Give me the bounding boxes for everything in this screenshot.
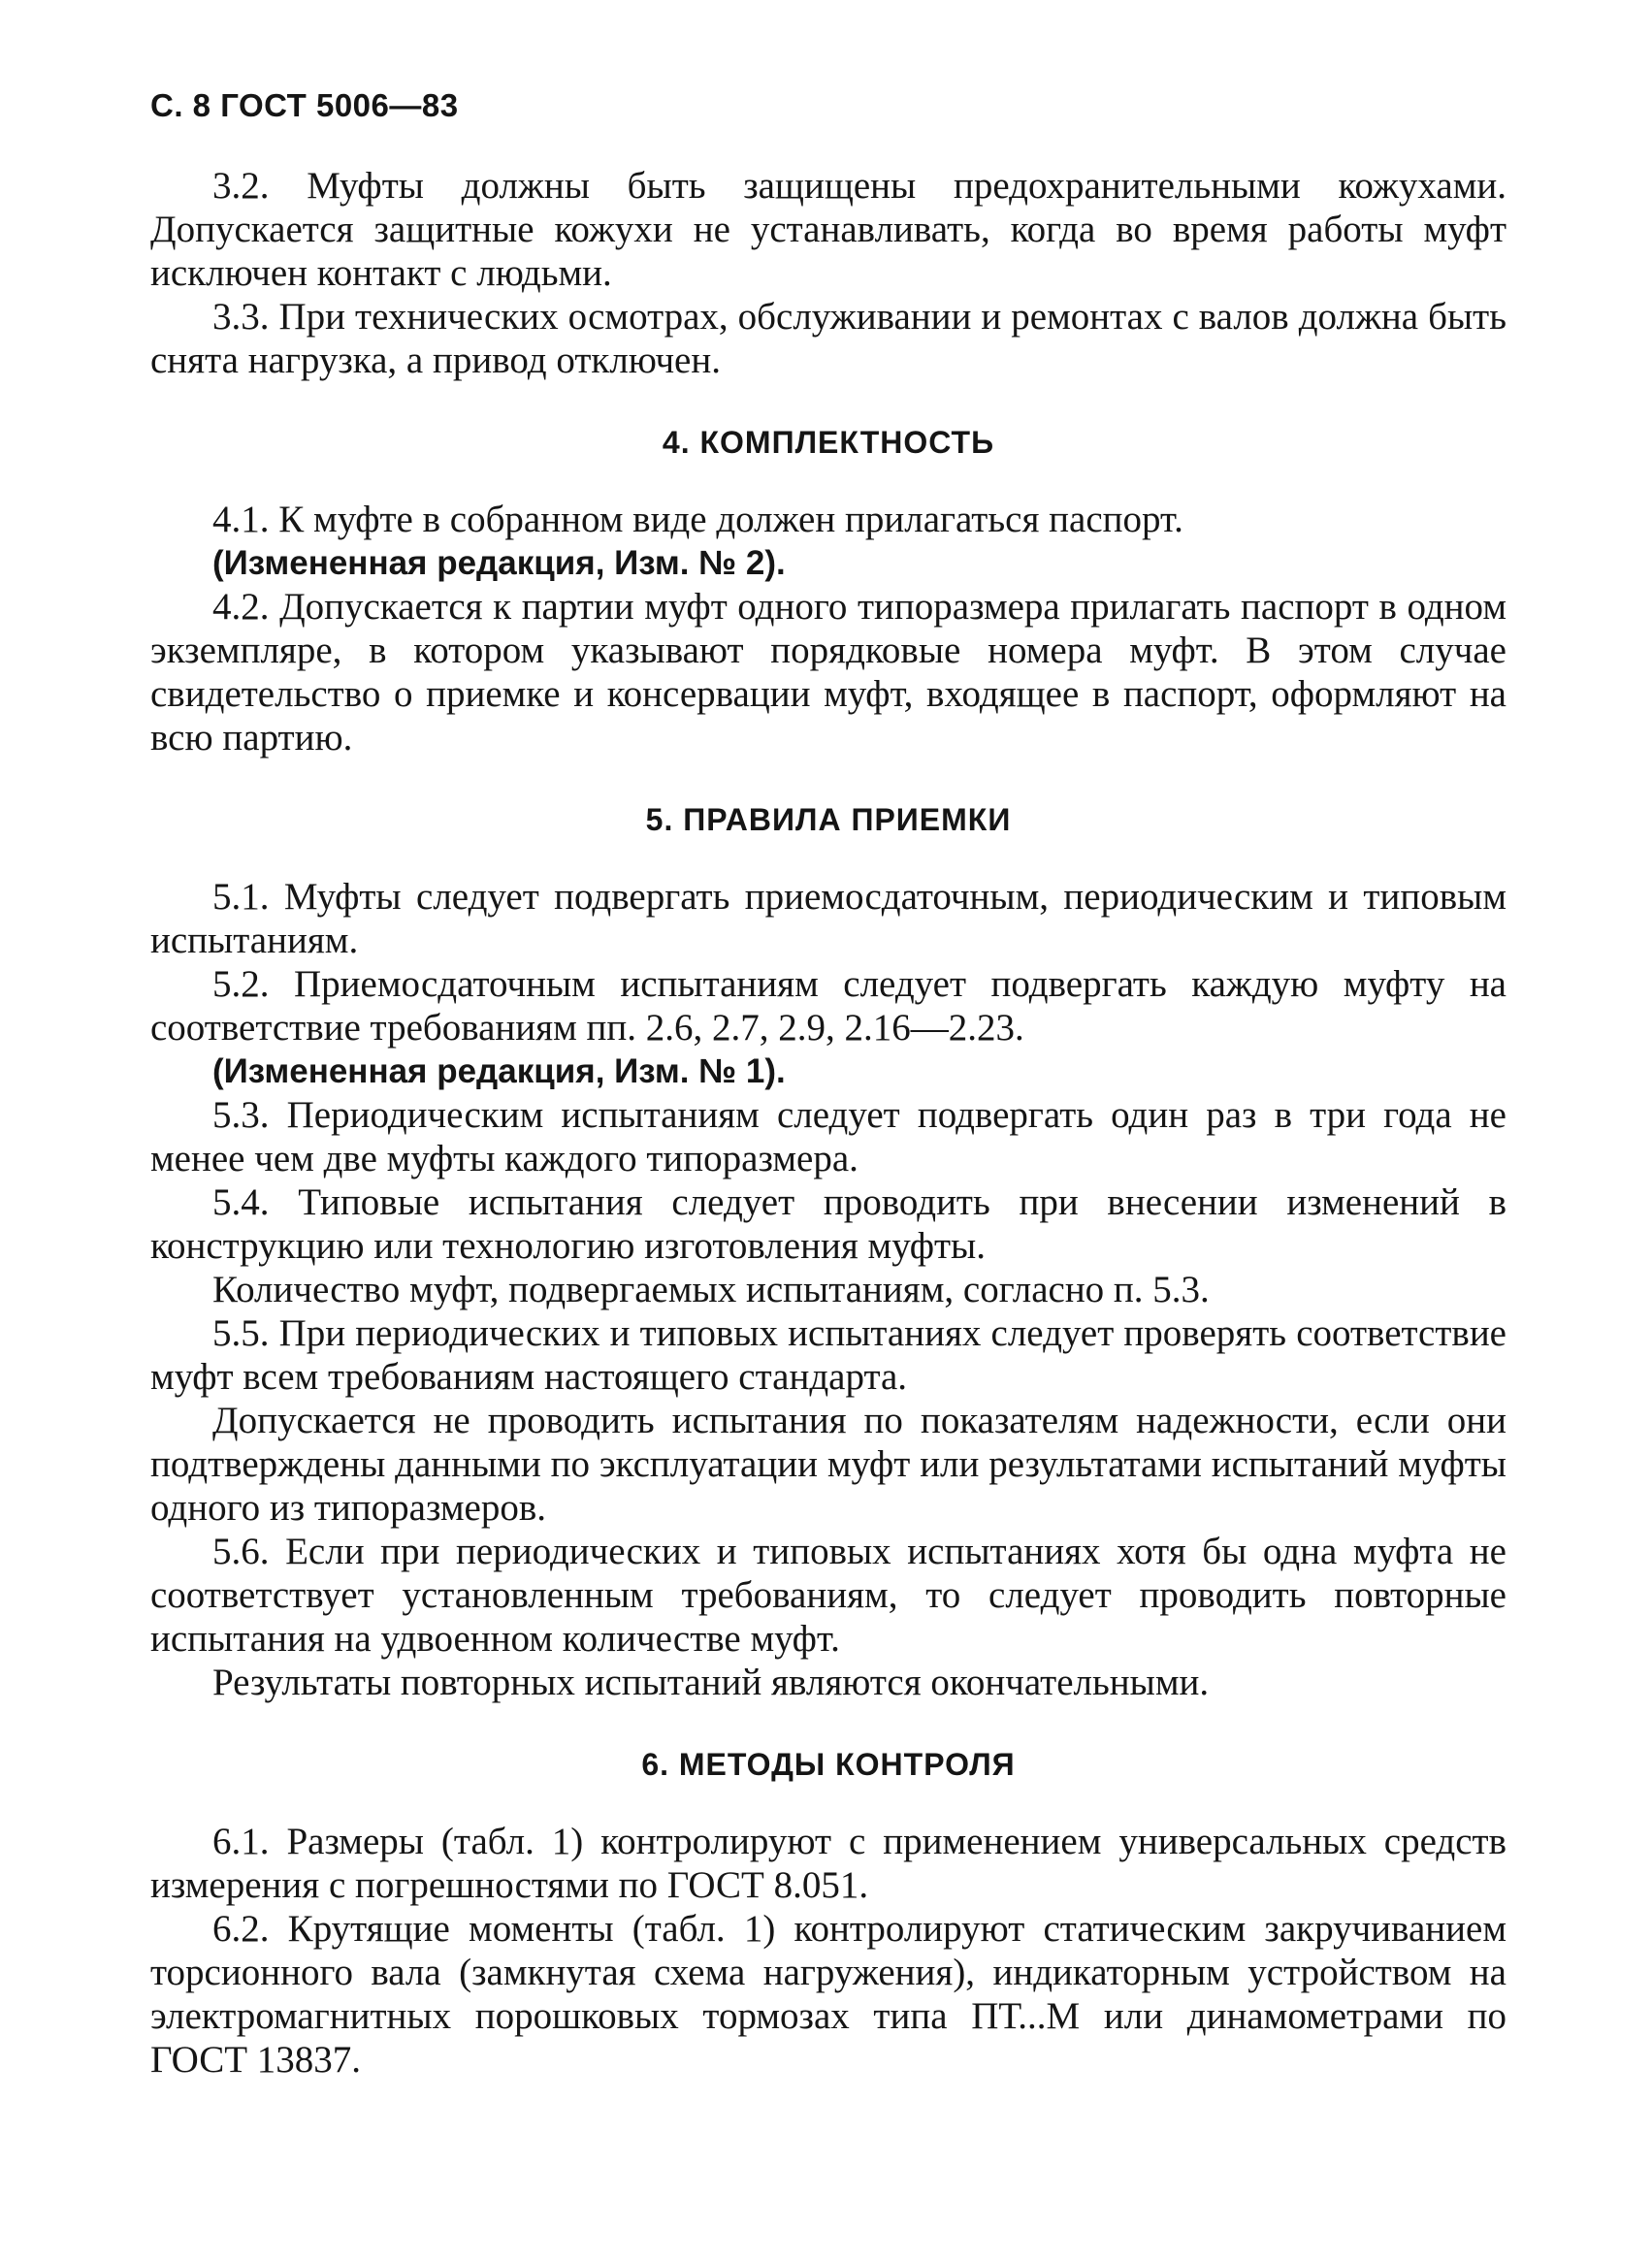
paragraph-5-6-results: Результаты повторных испытаний являются окончательными.	[212, 1662, 1210, 1703]
section-6-title: 6. МЕТОДЫ КОНТРОЛЯ	[641, 1747, 1016, 1782]
paragraph-5-6: 5.6. Если при периодических и типовых испытаниях хотя бы одна муфта не соответствует установленным требованиям, то следует проводить повторные испытания на удвоенном количестве муфт.	[150, 1531, 1506, 1660]
paragraph-5-2: 5.2. Приемосдаточным испытаниям следует подвергать каждую муфту на соответствие требованиям пп. 2.6, 2.7, 2.9, 2.16—2.23.	[150, 963, 1506, 1049]
paragraph-6-1: 6.1. Размеры (табл. 1) контролируют с применением универсальных средств измерения с погрешностями по ГОСТ 8.051.	[150, 1821, 1506, 1906]
section-4	[150, 421, 1506, 759]
paragraph-3-2: 3.2. Муфты должны быть защищены предохранительными кожухами. Допускается защитные кожухи не устанавливать, когда во время работы муфт исключен контакт с людьми.	[150, 165, 1506, 294]
section-4-title: 4. КОМПЛЕКТНОСТЬ	[662, 425, 995, 460]
top-paragraphs	[150, 164, 1506, 382]
paragraph-5-1: 5.1. Муфты следует подвергать приемосдаточным, периодическим и типовым испытаниям.	[150, 876, 1506, 961]
paragraph-5-3: 5.3. Периодическим испытаниям следует подвергать один раз в три года не менее чем две муфты каждого типоразмера.	[150, 1094, 1506, 1179]
page-header: С. 8 ГОСТ 5006—83	[150, 87, 459, 123]
paragraph-5-4-quantity: Количество муфт, подвергаемых испытаниям, согласно п. 5.3.	[212, 1269, 1210, 1310]
paragraph-4-1: 4.1. К муфте в собранном виде должен прилагаться паспорт.	[212, 499, 1183, 540]
paragraph-5-5-allowance: Допускается не проводить испытания по показателям надежности, если они подтверждены данными по эксплуатации муфт или результатами испытаний муфты одного из типоразмеров.	[150, 1400, 1506, 1529]
paragraph-3-3: 3.3. При технических осмотрах, обслуживании и ремонтах с валов должна быть снята нагрузка, а привод отключен.	[150, 296, 1506, 381]
paragraph-5-5: 5.5. При периодических и типовых испытаниях следует проверять соответствие муфт всем требованиям настоящего стандарта.	[150, 1312, 1506, 1398]
section-5	[150, 798, 1506, 1704]
amendment-note: (Измененная редакция, Изм. № 1).	[212, 1052, 786, 1090]
amendment-note: (Измененная редакция, Изм. № 2).	[212, 544, 786, 582]
paragraph-4-2: 4.2. Допускается к партии муфт одного типоразмера прилагать паспорт в одном экземпляре, в котором указывают порядковые номера муфт. В этом случае свидетельство о приемке и консервации муфт, входящее в паспорт, оформляют на всю партию.	[150, 586, 1506, 759]
paragraph-5-4: 5.4. Типовые испытания следует проводить при внесении изменений в конструкцию или технологию изготовления муфты.	[150, 1181, 1506, 1267]
section-5-title: 5. ПРАВИЛА ПРИЕМКИ	[645, 802, 1012, 837]
paragraph-6-2: 6.2. Крутящие моменты (табл. 1) контролируют статическим закручиванием торсионного вала (замкнутая схема нагружения), индикаторным устройством на электромагнитных порошковых тормозах типа ПТ...М или динамометрами по ГОСТ 13837.	[150, 1908, 1506, 2081]
section-6	[150, 1743, 1506, 2082]
